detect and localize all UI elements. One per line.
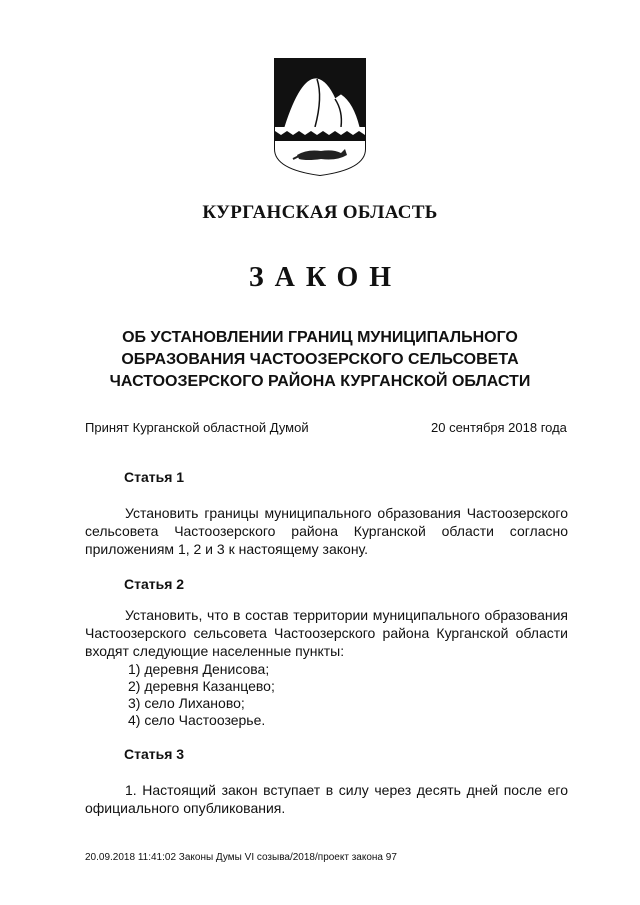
article-3-text: [85, 781, 568, 817]
law-title-line: ОБРАЗОВАНИЯ ЧАСТООЗЕРСКОГО СЕЛЬСОВЕТА: [121, 351, 519, 368]
document-type: ЗАКОН: [248, 262, 403, 293]
list-item: 2) деревня Казанцево;: [128, 678, 275, 694]
article-1-heading: Статья 1: [124, 469, 185, 485]
article-2-heading: Статья 2: [124, 576, 185, 592]
list-item: 4) село Частоозерье.: [128, 712, 266, 728]
article-2-text: [85, 606, 568, 660]
law-title-line: ЧАСТООЗЕРСКОГО РАЙОНА КУРГАНСКОЙ ОБЛАСТИ: [109, 373, 531, 390]
document-footer: 20.09.2018 11:41:02 Законы Думы VI созыва/2018/проект закона 97: [85, 852, 397, 863]
law-title-line: ОБ УСТАНОВЛЕНИИ ГРАНИЦ МУНИЦИПАЛЬНОГО: [122, 329, 518, 346]
adopted-by: Принят Курганской областной Думой: [85, 420, 309, 435]
region-name: КУРГАНСКАЯ ОБЛАСТЬ: [202, 202, 438, 223]
coat-of-arms-emblem: [271, 57, 369, 177]
list-item: 1) деревня Денисова;: [128, 661, 270, 677]
law-title: [60, 327, 580, 393]
article-3-heading: Статья 3: [124, 746, 185, 762]
article-1-text: [85, 504, 568, 558]
paragraph: Установить, что в состав территории муниципального образования Частоозерского сельсовета Частоозерского района Курганской области входят следующие населенные пункты:: [85, 607, 568, 659]
paragraph: 1. Настоящий закон вступает в силу через десять дней после его официального опубликования.: [85, 782, 568, 816]
paragraph: Установить границы муниципального образования Частоозерского сельсовета Частоозерского района Курганской области согласно приложениям 1, 2 и 3 к настоящему закону.: [85, 505, 568, 557]
settlements-list: [128, 661, 275, 729]
adoption-date: 20 сентября 2018 года: [431, 420, 567, 435]
list-item: 3) село Лиханово;: [128, 695, 245, 711]
